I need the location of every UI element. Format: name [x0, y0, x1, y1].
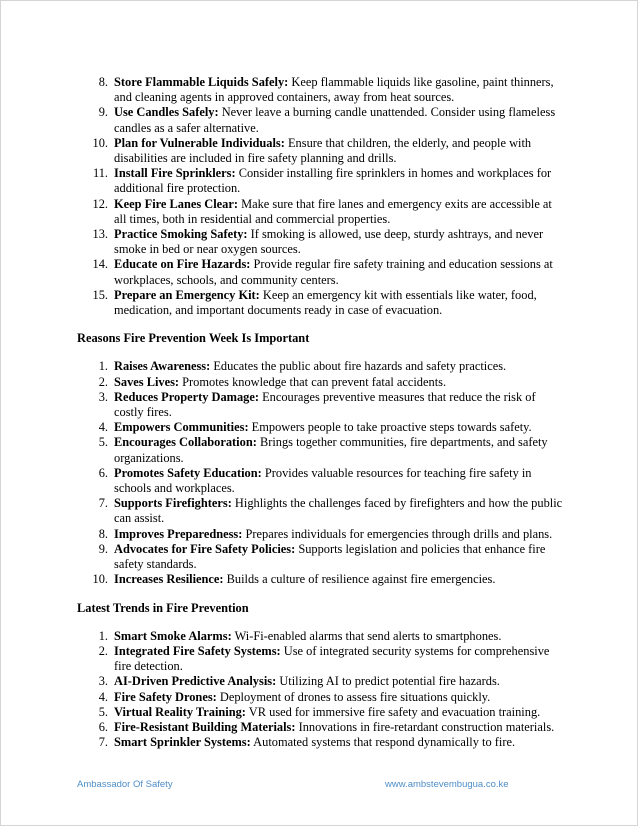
item-number: 6. [98, 719, 108, 734]
item-number: 2. [98, 643, 108, 658]
item-text: Prepares individuals for emergencies through drills and plans. [242, 526, 553, 541]
item-number: 13. [92, 227, 108, 242]
list-item [77, 166, 567, 196]
item-number: 7. [98, 735, 108, 750]
list-item [77, 705, 567, 720]
list-item [77, 75, 567, 105]
item-text: Use of integrated security systems for comprehensive fire detection. [114, 643, 550, 674]
item-text: Promotes knowledge that can prevent fatal accidents. [179, 374, 447, 389]
list-item [77, 527, 567, 542]
item-text: Keep an emergency kit with essentials like water, food, medication, and important documents ready in case of evacuation. [114, 287, 537, 318]
item-label: Promotes Safety Education: [114, 465, 262, 480]
item-label: Plan for Vulnerable Individuals: [114, 135, 285, 150]
list-item [77, 466, 567, 496]
item-label: Fire-Resistant Building Materials: [114, 719, 296, 734]
item-text: Automated systems that respond dynamically to fire. [250, 735, 516, 750]
item-label: Smart Smoke Alarms: [114, 628, 232, 643]
item-text: If smoking is allowed, use deep, sturdy ashtrays, and never smoke in bed or near oxygen sources. [114, 227, 544, 257]
item-text: Never leave a burning candle unattended. Consider using flameless candles as a safer alternative. [114, 105, 556, 135]
list-item [77, 435, 567, 465]
item-text: Wi-Fi-enabled alarms that send alerts to smartphones. [231, 628, 502, 643]
section-heading-trends: Latest Trends in Fire Prevention [77, 600, 249, 615]
item-number: 5. [98, 704, 108, 719]
list-item [77, 390, 567, 420]
item-text: Supports legislation and policies that enhance fire safety standards. [114, 541, 546, 572]
item-label: Improves Preparedness: [114, 526, 243, 541]
item-label: Practice Smoking Safety: [114, 227, 248, 242]
list-item [77, 542, 567, 572]
item-text: Ensure that children, the elderly, and people with disabilities are included in fire safety planning and drills. [114, 135, 532, 166]
item-text: Deployment of drones to assess fire situations quickly. [216, 689, 491, 704]
list-item [77, 496, 567, 526]
item-number: 6. [98, 465, 108, 480]
list-item [77, 690, 567, 705]
trends-list [77, 629, 567, 751]
list-item [77, 136, 567, 166]
item-label: Store Flammable Liquids Safely: [114, 75, 289, 89]
item-number: 10. [92, 572, 108, 587]
item-text: Encourages preventive measures that reduce the risk of costly fires. [114, 389, 536, 420]
item-number: 7. [98, 496, 108, 511]
item-label: Fire Safety Drones: [114, 689, 217, 704]
list-item [77, 720, 567, 735]
item-text: Builds a culture of resilience against fire emergencies. [223, 572, 496, 587]
item-label: Use Candles Safely: [114, 105, 219, 120]
list-item [77, 227, 567, 257]
item-text: Empowers people to take proactive steps towards safety. [248, 420, 532, 435]
list-item [77, 288, 567, 318]
item-text: Highlights the challenges faced by firefighters and how the public can assist. [114, 496, 563, 526]
item-number: 9. [98, 105, 108, 120]
item-label: Increases Resilience: [114, 572, 224, 587]
item-label: Empowers Communities: [114, 420, 249, 435]
footer-organization: Ambassador Of Safety [77, 779, 173, 790]
item-number: 8. [98, 526, 108, 541]
list-item [77, 629, 567, 644]
item-number: 3. [98, 674, 108, 689]
item-number: 1. [98, 628, 108, 643]
item-label: AI-Driven Predictive Analysis: [114, 674, 277, 689]
item-number: 9. [98, 541, 108, 556]
item-label: Integrated Fire Safety Systems: [114, 643, 281, 658]
item-number: 4. [98, 689, 108, 704]
item-text: Utilizing AI to predict potential fire hazards. [276, 674, 500, 689]
item-number: 4. [98, 420, 108, 435]
item-label: Raises Awareness: [114, 359, 211, 374]
section-heading-reasons: Reasons Fire Prevention Week Is Important [77, 331, 310, 346]
item-label: Saves Lives: [114, 374, 180, 389]
list-item [77, 674, 567, 689]
item-number: 3. [98, 389, 108, 404]
item-number: 11. [92, 166, 108, 181]
list-item [77, 572, 567, 587]
item-label: Encourages Collaboration: [114, 435, 257, 450]
item-number: 1. [98, 359, 108, 374]
item-text: VR used for immersive fire safety and evacuation training. [245, 704, 541, 719]
item-label: Virtual Reality Training: [114, 704, 246, 719]
item-text: Provides valuable resources for teaching fire safety in schools and workplaces. [114, 465, 532, 496]
fire-safety-tips-list [77, 75, 567, 318]
item-label: Educate on Fire Hazards: [114, 257, 251, 272]
list-item [77, 375, 567, 390]
item-text: Brings together communities, fire departments, and safety organizations. [114, 435, 548, 465]
reasons-list [77, 359, 567, 587]
item-number: 8. [98, 75, 108, 89]
item-label: Supports Firefighters: [114, 496, 232, 511]
page-content [77, 75, 567, 750]
list-item [77, 644, 567, 674]
item-label: Advocates for Fire Safety Policies: [114, 541, 296, 556]
item-text: Make sure that fire lanes and emergency exits are accessible at all times, both in residential and commercial properties. [114, 196, 552, 226]
list-item [77, 257, 567, 287]
item-text: Innovations in fire-retardant construction materials. [295, 719, 555, 734]
item-number: 2. [98, 374, 108, 389]
item-label: Reduces Property Damage: [114, 389, 259, 404]
item-text: Provide regular fire safety training and education sessions at workplaces, schools, and community centers. [114, 257, 553, 287]
list-item [77, 105, 567, 135]
list-item [77, 197, 567, 227]
item-label: Install Fire Sprinklers: [114, 166, 236, 181]
item-label: Smart Sprinkler Systems: [114, 735, 251, 750]
item-text: Educates the public about fire hazards and safety practices. [210, 359, 507, 374]
item-text: Consider installing fire sprinklers in homes and workplaces for additional fire protection. [114, 166, 552, 196]
item-number: 10. [92, 135, 108, 150]
item-number: 12. [92, 196, 108, 211]
item-number: 14. [92, 257, 108, 272]
item-number: 15. [92, 287, 108, 302]
list-item [77, 420, 567, 435]
list-item [77, 735, 567, 750]
item-number: 5. [98, 435, 108, 450]
item-label: Prepare an Emergency Kit: [114, 287, 260, 302]
footer-website-link[interactable]: www.ambstevembugua.co.ke [385, 779, 509, 790]
item-label: Keep Fire Lanes Clear: [114, 196, 238, 211]
item-text: Keep flammable liquids like gasoline, paint thinners, and cleaning agents in approved containers, away from heat sources. [114, 75, 554, 105]
list-item [77, 359, 567, 374]
